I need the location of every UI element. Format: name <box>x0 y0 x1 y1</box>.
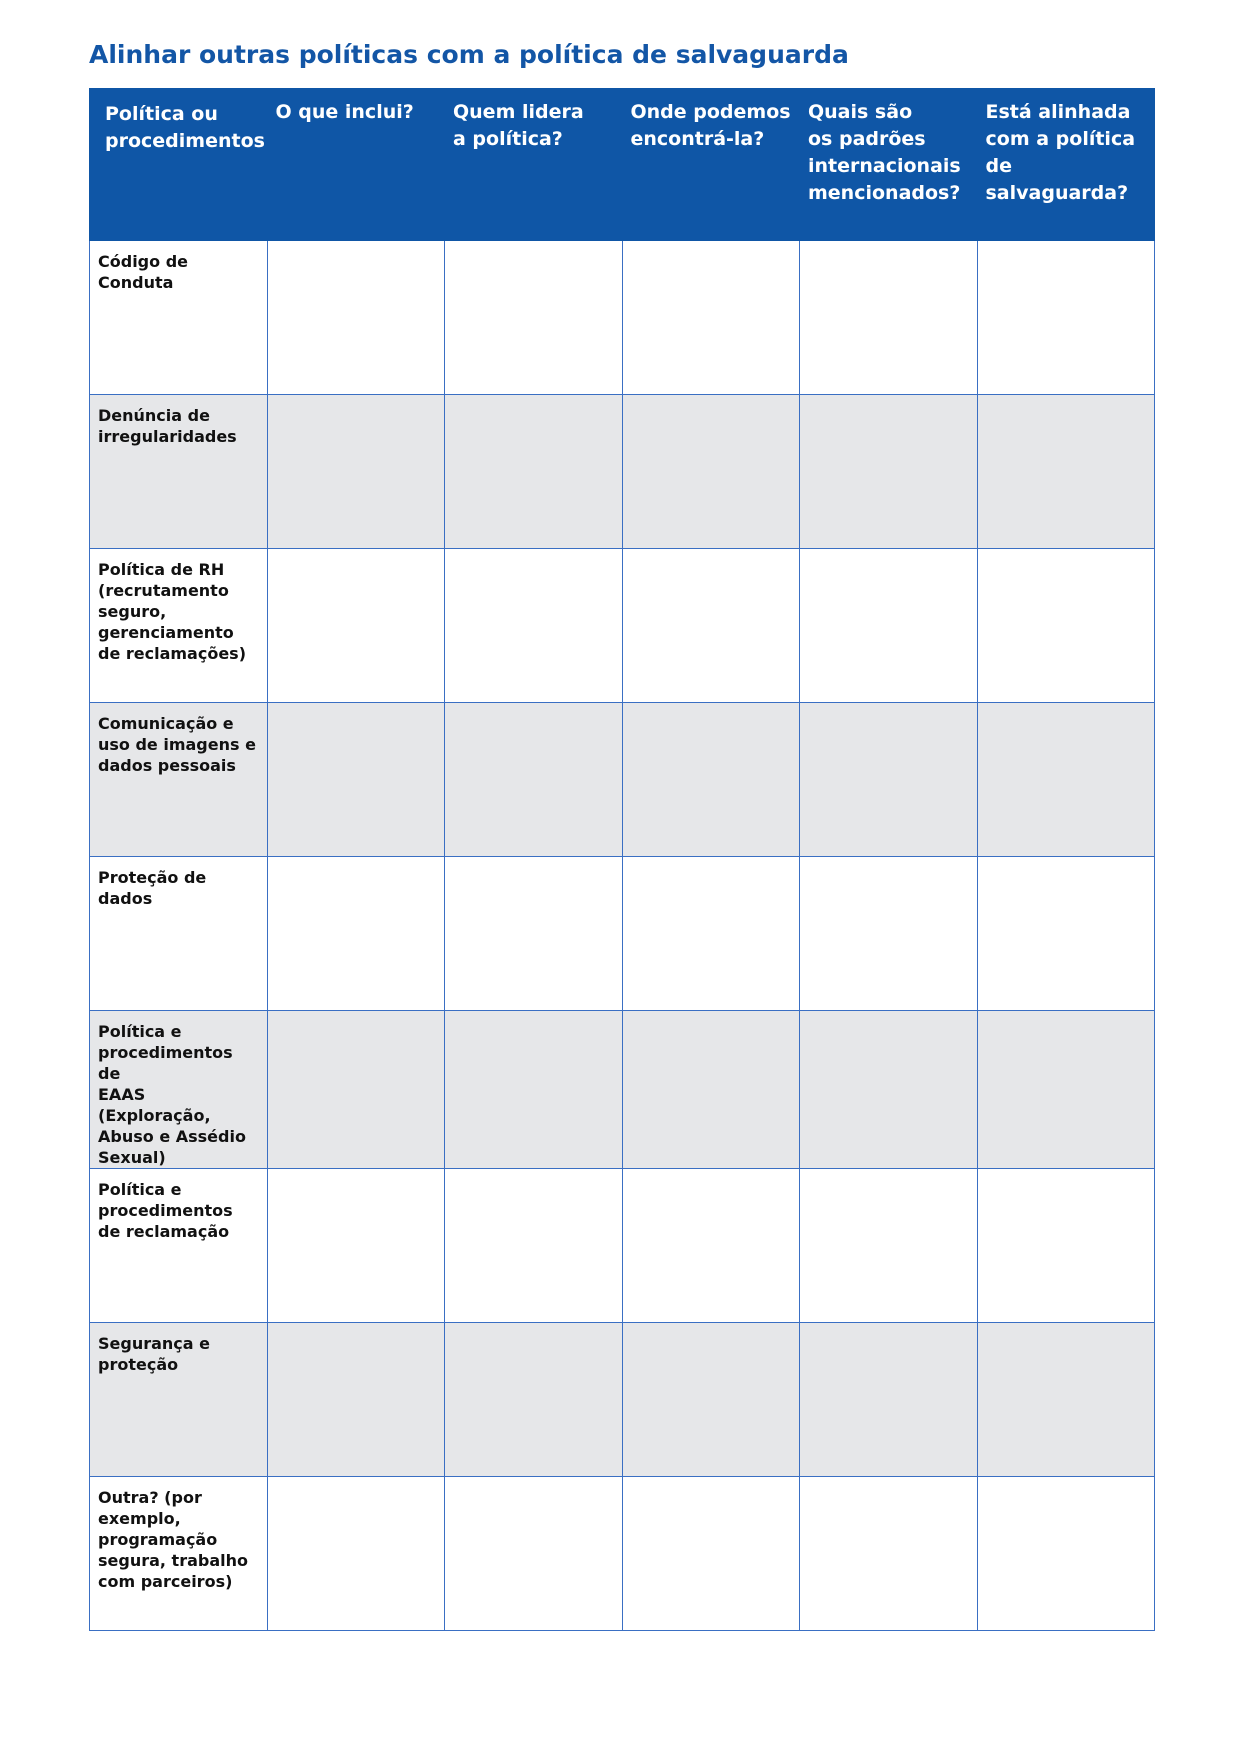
cell-who-leads[interactable] <box>445 1011 623 1169</box>
cell-what-includes[interactable] <box>267 1477 445 1631</box>
cell-aligned-safeguarding[interactable] <box>977 549 1155 703</box>
cell-what-includes[interactable] <box>267 1323 445 1477</box>
cell-aligned-safeguarding[interactable] <box>977 241 1155 395</box>
cell-who-leads[interactable] <box>445 395 623 549</box>
row-label: Política e procedimentos de EAAS (Exploração, Abuso e Assédio Sexual) <box>90 1011 268 1169</box>
cell-what-includes[interactable] <box>267 395 445 549</box>
cell-aligned-safeguarding[interactable] <box>977 857 1155 1011</box>
cell-aligned-safeguarding[interactable] <box>977 1169 1155 1323</box>
cell-international-standards[interactable] <box>800 1011 978 1169</box>
cell-what-includes[interactable] <box>267 857 445 1011</box>
cell-aligned-safeguarding[interactable] <box>977 1477 1155 1631</box>
table-header-row <box>90 89 1155 241</box>
row-label: Outra? (por exemplo, programação segura, trabalho com parceiros) <box>90 1477 268 1631</box>
cell-what-includes[interactable] <box>267 1169 445 1323</box>
page-title: Alinhar outras políticas com a política de salvaguarda <box>89 40 849 69</box>
table-row <box>90 549 1155 703</box>
cell-what-includes[interactable] <box>267 241 445 395</box>
table-row <box>90 857 1155 1011</box>
row-label: Comunicação e uso de imagens e dados pessoais <box>90 703 268 857</box>
header-where-found: Onde podemos encontrá-la? <box>622 89 800 241</box>
cell-international-standards[interactable] <box>800 241 978 395</box>
table-row <box>90 1323 1155 1477</box>
row-label: Código de Conduta <box>90 241 268 395</box>
table-row <box>90 1011 1155 1169</box>
table-row <box>90 1169 1155 1323</box>
cell-where-found[interactable] <box>622 1477 800 1631</box>
cell-what-includes[interactable] <box>267 549 445 703</box>
cell-who-leads[interactable] <box>445 241 623 395</box>
cell-international-standards[interactable] <box>800 1169 978 1323</box>
cell-who-leads[interactable] <box>445 857 623 1011</box>
cell-where-found[interactable] <box>622 1169 800 1323</box>
row-label: Denúncia de irregularidades <box>90 395 268 549</box>
cell-aligned-safeguarding[interactable] <box>977 395 1155 549</box>
header-who-leads: Quem lidera a política? <box>445 89 623 241</box>
cell-who-leads[interactable] <box>445 1477 623 1631</box>
header-what-includes: O que inclui? <box>267 89 445 241</box>
cell-international-standards[interactable] <box>800 703 978 857</box>
cell-who-leads[interactable] <box>445 703 623 857</box>
cell-international-standards[interactable] <box>800 1477 978 1631</box>
header-international-standards: Quais são os padrões internacionais mencionados? <box>800 89 978 241</box>
cell-aligned-safeguarding[interactable] <box>977 703 1155 857</box>
cell-international-standards[interactable] <box>800 857 978 1011</box>
cell-what-includes[interactable] <box>267 1011 445 1169</box>
cell-where-found[interactable] <box>622 857 800 1011</box>
cell-where-found[interactable] <box>622 395 800 549</box>
policy-alignment-table <box>89 88 1155 1631</box>
row-label: Política e procedimentos de reclamação <box>90 1169 268 1323</box>
table-row <box>90 395 1155 549</box>
cell-where-found[interactable] <box>622 549 800 703</box>
header-policy: Política ou procedimentos <box>90 89 268 241</box>
cell-where-found[interactable] <box>622 241 800 395</box>
table-row <box>90 703 1155 857</box>
cell-international-standards[interactable] <box>800 395 978 549</box>
table-row <box>90 1477 1155 1631</box>
cell-who-leads[interactable] <box>445 1169 623 1323</box>
row-label: Proteção de dados <box>90 857 268 1011</box>
cell-aligned-safeguarding[interactable] <box>977 1011 1155 1169</box>
cell-aligned-safeguarding[interactable] <box>977 1323 1155 1477</box>
cell-who-leads[interactable] <box>445 1323 623 1477</box>
cell-where-found[interactable] <box>622 1011 800 1169</box>
cell-international-standards[interactable] <box>800 549 978 703</box>
row-label: Segurança e proteção <box>90 1323 268 1477</box>
row-label: Política de RH (recrutamento seguro, gerenciamento de reclamações) <box>90 549 268 703</box>
cell-international-standards[interactable] <box>800 1323 978 1477</box>
cell-where-found[interactable] <box>622 703 800 857</box>
header-aligned-safeguarding: Está alinhada com a política de salvaguarda? <box>977 89 1155 241</box>
cell-what-includes[interactable] <box>267 703 445 857</box>
cell-who-leads[interactable] <box>445 549 623 703</box>
table-row <box>90 241 1155 395</box>
cell-where-found[interactable] <box>622 1323 800 1477</box>
